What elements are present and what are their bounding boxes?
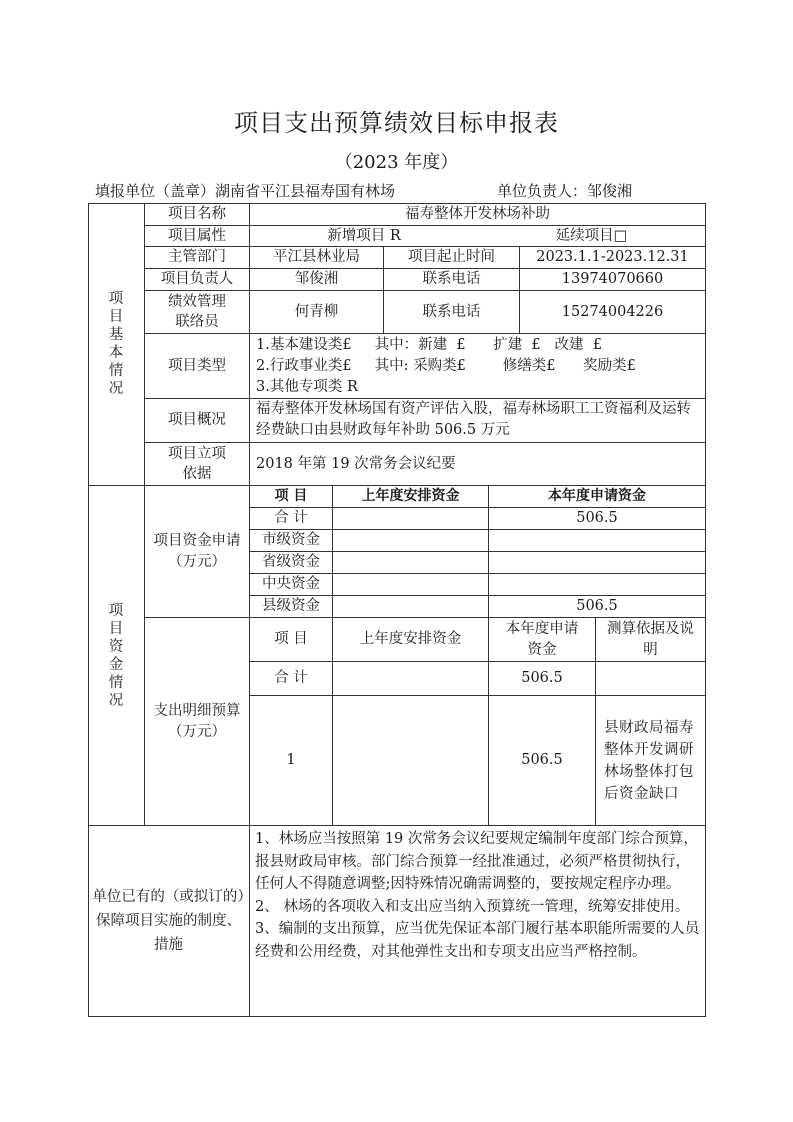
- project-attr-label: 项目属性: [145, 226, 250, 247]
- apply-row-last-year: [333, 574, 489, 596]
- detail-row-item: 合 计: [250, 662, 333, 696]
- budget-form-table: [88, 203, 706, 1017]
- apply-row-this-year: 506.5: [489, 508, 706, 530]
- section-funds-label: [88, 486, 145, 826]
- vertical-char: 项: [108, 602, 124, 619]
- section-basic-label: [88, 203, 145, 486]
- apply-row-last-year: [333, 596, 489, 618]
- apply-header-last-year: 上年度安排资金: [333, 486, 489, 508]
- apply-row-item: 县级资金: [250, 596, 333, 618]
- basis-value: 2018 年第 19 次常务会议纪要: [250, 443, 706, 486]
- measures-label: [88, 826, 250, 1017]
- detail-row-basis: 县财政局福寿整体开发调研林场整体打包后资金缺口: [596, 696, 706, 826]
- detail-header-basis: 测算依据及说明: [596, 618, 706, 662]
- filling-unit: 填报单位（盖章）湖南省平江县福寿国有林场: [95, 182, 396, 200]
- detail-row-last-year: [333, 662, 489, 696]
- vertical-char: 情: [108, 674, 124, 691]
- vertical-char: 项: [108, 291, 124, 307]
- period-label: 项目起止时间: [384, 247, 520, 269]
- apply-header-this-year: 本年度申请资金: [489, 486, 706, 508]
- project-attr-new: 新增项目 R: [250, 226, 478, 247]
- detail-header-item: 项 目: [250, 618, 333, 662]
- fund-apply-label: [145, 486, 250, 618]
- apply-row-last-year: [333, 508, 489, 530]
- expense-detail-label-text: 支出明细预算（万元）: [153, 702, 241, 740]
- type-line: 3.其他专项类 R: [256, 379, 358, 395]
- detail-row-basis: [596, 662, 706, 696]
- measure-item: 2、 林场的各项收入和支出应当纳入预算统一管理，统筹安排使用。: [255, 898, 690, 915]
- vertical-char: 资: [108, 638, 124, 655]
- vertical-char: 情: [108, 363, 124, 379]
- owner-phone-label: 联系电话: [384, 269, 520, 291]
- owner-phone-value: 13974070660: [520, 269, 706, 291]
- page-subtitle-year: （2023 年度）: [334, 152, 459, 173]
- perf-contact-label: [145, 291, 250, 334]
- apply-row-item: 省级资金: [250, 552, 333, 574]
- detail-row-this-year: 506.5: [489, 662, 596, 696]
- perf-contact-value: 何青柳: [250, 291, 384, 334]
- perf-phone-value: 15274004226: [520, 291, 706, 334]
- project-attr-continue: 延续项目□: [478, 226, 706, 247]
- fund-apply-label-text: 项目资金申请（万元）: [153, 532, 241, 570]
- owner-label: 项目负责人: [145, 269, 250, 291]
- unit-leader: 单位负责人：邹俊湘: [497, 182, 633, 200]
- basis-label-line: 项目立项: [168, 446, 226, 462]
- detail-row-this-year: 506.5: [489, 696, 596, 826]
- vertical-char: 况: [108, 692, 124, 709]
- apply-row-this-year: [489, 552, 706, 574]
- basis-label-line: 依据: [182, 466, 212, 482]
- apply-row-this-year: 506.5: [489, 596, 706, 618]
- owner-value: 邹俊湘: [250, 269, 384, 291]
- perf-label-line: 绩效管理: [168, 294, 226, 310]
- measure-item: 1、林场应当按照第 19 次常务会议纪要规定编制年度部门综合预算，报县财政局审核。部门综合预算一经批准通过，必须严格贯彻执行，任何人不得随意调整;因特殊情况确需调整的，要按规定程序办理。: [255, 831, 698, 892]
- project-name-value: 福寿整体开发林场补助: [250, 203, 706, 226]
- apply-row-item: 合 计: [250, 508, 333, 530]
- apply-row-this-year: [489, 574, 706, 596]
- vertical-char: 基: [108, 327, 124, 343]
- apply-row-item: 市级资金: [250, 530, 333, 552]
- overview-label: 项目概况: [145, 399, 250, 443]
- measure-item: 3、编制的支出预算，应当优先保证本部门履行基本职能所需要的人员经费和公用经费，对其他弹性支出和专项支出应当严格控制。: [255, 921, 700, 960]
- basis-label: [145, 443, 250, 486]
- measures-content: [250, 826, 706, 1017]
- detail-header-this-year: 本年度申请资金: [489, 618, 596, 662]
- project-name-label: 项目名称: [145, 203, 250, 226]
- project-type-label: 项目类型: [145, 334, 250, 399]
- apply-row-last-year: [333, 552, 489, 574]
- type-line: 1.基本建设类£ 其中：新建 £ 扩建 £ 改建 £: [256, 337, 602, 353]
- perf-label-line: 联络员: [175, 314, 219, 330]
- project-type-value: [250, 334, 706, 399]
- overview-value: 福寿整体开发林场国有资产评估入股，福寿林场职工工资福利及运转经费缺口由县财政每年补助 506.5 万元: [250, 399, 706, 443]
- apply-header-item: 项 目: [250, 486, 333, 508]
- measures-label-text: 单位已有的（或拟订的）保障项目实施的制度、措施: [92, 889, 245, 953]
- vertical-char: 金: [108, 656, 124, 673]
- page-title: 项目支出预算绩效目标申报表: [234, 109, 559, 137]
- vertical-char: 本: [108, 345, 124, 361]
- detail-row-last-year: [333, 696, 489, 826]
- apply-row-item: 中央资金: [250, 574, 333, 596]
- dept-value: 平江县林业局: [250, 247, 384, 269]
- detail-row-item: 1: [250, 696, 333, 826]
- detail-header-last-year: 上年度安排资金: [333, 618, 489, 662]
- dept-label: 主管部门: [145, 247, 250, 269]
- period-value: 2023.1.1-2023.12.31: [520, 247, 706, 269]
- type-line: 2.行政事业类£ 其中: 采购类£ 修缮类£ 奖励类£: [256, 358, 636, 374]
- perf-phone-label: 联系电话: [384, 291, 520, 334]
- vertical-char: 目: [108, 309, 124, 325]
- apply-row-this-year: [489, 530, 706, 552]
- vertical-char: 况: [108, 381, 124, 397]
- vertical-char: 目: [108, 620, 124, 637]
- expense-detail-label: [145, 618, 250, 826]
- apply-row-last-year: [333, 530, 489, 552]
